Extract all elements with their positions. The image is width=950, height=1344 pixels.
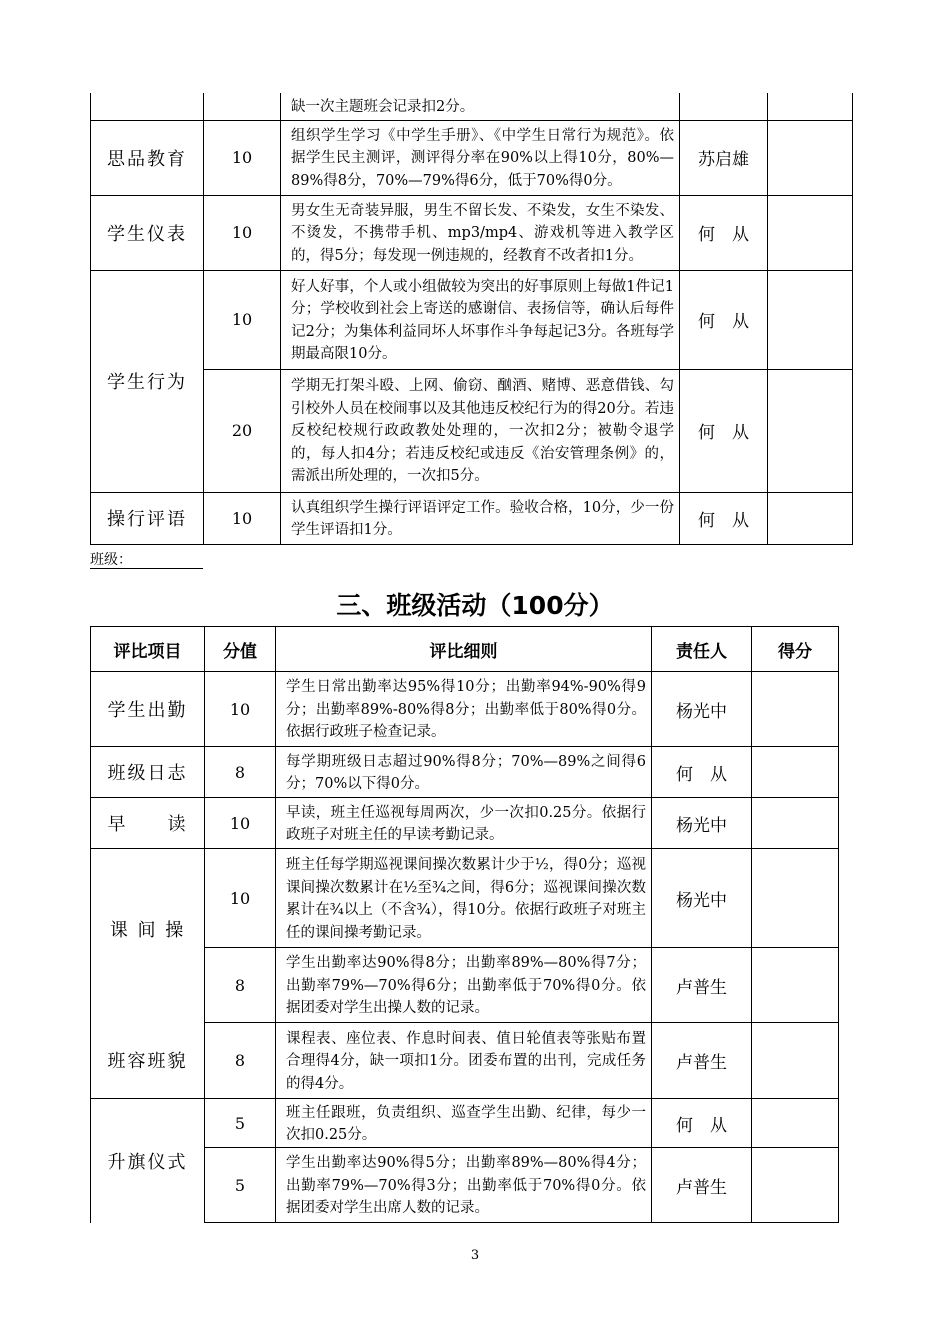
table-row (91, 369, 853, 492)
score-blank (752, 747, 839, 798)
rule-cell: 课程表、座位表、作息时间表、值日轮值表等张贴布置合理得4分，缺一项扣1分。团委布置的出刊，完成任务的得4分。 (276, 1023, 652, 1099)
column-header: 评比项目 (91, 627, 205, 672)
score-value: 10 (205, 849, 276, 948)
rule-cell: 班主任每学期巡视课间操次数累计少于½，得0分；巡视课间操次数累计在½至¾之间，得6分；巡视课间操次数累计在¾以上（不含¾），得10分。依据行政班子对班主任的课间操考勤记录。 (276, 849, 652, 948)
score-blank (752, 1099, 839, 1148)
table-row (91, 120, 853, 195)
score-value: 10 (204, 492, 281, 544)
score-blank (752, 798, 839, 849)
rule-cell: 每学期班级日志超过90%得8分；70%—89%之间得6分；70%以下得0分。 (276, 747, 652, 798)
score-blank (752, 1148, 839, 1223)
score-value: 5 (205, 1148, 276, 1223)
table-row (91, 747, 839, 798)
responsible-person: 何 从 (652, 747, 752, 798)
table-row (91, 195, 853, 270)
rule-cell: 学生出勤率达90%得5分；出勤率89%—80%得4分；出勤率79%—70%得3分；出勤率低于70%得0分。依据团委对学生出席人数的记录。 (276, 1148, 652, 1223)
item-name: 早 读 (91, 798, 205, 849)
column-header: 分值 (205, 627, 276, 672)
section-title: 三、班级活动（100分） (336, 591, 614, 620)
table-row (91, 849, 839, 948)
table-row (91, 798, 839, 849)
rule-cell: 学期无打架斗殴、上网、偷窃、酗酒、赌博、恶意借钱、勾引校外人员在校闹事以及其他违反校纪行为的得20分。若违反校纪校规行政政教处处理的，一次扣2分；被勒令退学的，每人扣4分；若违反校纪或违反《治安管理条例》的，需派出所处理的，一次扣5分。 (281, 369, 680, 492)
score-blank (752, 672, 839, 747)
responsible-person: 何 从 (680, 492, 768, 544)
score-blank (768, 369, 853, 492)
item-name: 操行评语 (91, 492, 204, 544)
rule-cell: 早读，班主任巡视每周两次，少一次扣0.25分。依据行政班子对班主任的早读考勤记录。 (276, 798, 652, 849)
rule-cell: 好人好事，个人或小组做较为突出的好事原则上每做1件记1分；学校收到社会上寄送的感谢信、表扬信等，确认后每件记2分；为集体利益同坏人坏事作斗争每起记3分。各班每学期最高限10分。 (281, 270, 680, 369)
score-value: 10 (204, 195, 281, 270)
item-name: 班级日志 (91, 747, 205, 798)
responsible-person: 卢普生 (652, 1148, 752, 1223)
table-row (91, 93, 853, 120)
class-activity-table (90, 626, 839, 1223)
rule-cell: 组织学生学习《中学生手册》、《中学生日常行为规范》。依据学生民主测评，测评得分率在90%以上得10分，80%—89%得8分，70%—79%得6分，低于70%得0分。 (281, 120, 680, 195)
score-blank (768, 195, 853, 270)
item-name: 学生仪表 (91, 195, 204, 270)
score-value: 20 (204, 369, 281, 492)
column-header: 责任人 (652, 627, 752, 672)
score-blank (768, 270, 853, 369)
score-value: 10 (205, 798, 276, 849)
responsible-person: 何 从 (652, 1099, 752, 1148)
score-blank (752, 948, 839, 1023)
responsible-person: 杨光中 (652, 849, 752, 948)
rule-cell: 男女生无奇装异服，男生不留长发、不染发，女生不染发、不烫发，不携带手机、mp3/mp4、游戏机等进入教学区的，得5分；每发现一例违规的，经教育不改者扣1分。 (281, 195, 680, 270)
responsible-person: 卢普生 (652, 948, 752, 1023)
responsible-person: 何 从 (680, 270, 768, 369)
rule-cell: 缺一次主题班会记录扣2分。 (281, 93, 680, 120)
score-value: 10 (204, 270, 281, 369)
item-name: 升旗仪式 (91, 1099, 205, 1223)
responsible-person: 杨光中 (652, 798, 752, 849)
responsible-person: 卢普生 (652, 1023, 752, 1099)
table-row (91, 1099, 839, 1148)
score-value: 8 (205, 747, 276, 798)
class-label: 班级： (90, 552, 203, 569)
score-blank (768, 120, 853, 195)
score-value: 10 (205, 672, 276, 747)
item-name: 课 间 操 (91, 849, 205, 948)
score-value: 8 (205, 1023, 276, 1099)
score-blank (752, 849, 839, 948)
score-blank (768, 492, 853, 544)
table-row (91, 948, 839, 1023)
table-row (91, 270, 853, 369)
score-value: 10 (204, 120, 281, 195)
item-name: 思品教育 (91, 120, 204, 195)
page-number: 3 (470, 1248, 480, 1263)
rule-cell: 学生日常出勤率达95%得10分；出勤率94%-90%得9分；出勤率89%-80%得8分；出勤率低于80%得0分。依据行政班子检查记录。 (276, 672, 652, 747)
item-name: 班容班貌 (91, 1023, 205, 1099)
item-name: 学生出勤 (91, 672, 205, 747)
rule-cell: 学生出勤率达90%得8分；出勤率89%—80%得7分；出勤率79%—70%得6分；出勤率低于70%得0分。依据团委对学生出操人数的记录。 (276, 948, 652, 1023)
item-name: 学生行为 (91, 270, 204, 492)
column-header: 评比细则 (276, 627, 652, 672)
table-header-row (91, 627, 839, 672)
column-header: 得分 (752, 627, 839, 672)
responsible-person: 杨光中 (652, 672, 752, 747)
rule-cell: 班主任跟班，负责组织、巡查学生出勤、纪律，每少一次扣0.25分。 (276, 1099, 652, 1148)
score-blank (752, 1023, 839, 1099)
responsible-person: 苏启雄 (680, 120, 768, 195)
table-row (91, 672, 839, 747)
discipline-table (90, 93, 853, 545)
responsible-person: 何 从 (680, 195, 768, 270)
score-value: 5 (205, 1099, 276, 1148)
score-value: 8 (205, 948, 276, 1023)
table-row (91, 492, 853, 544)
table-row (91, 1023, 839, 1099)
rule-cell: 认真组织学生操行评语评定工作。验收合格，10分，少一份学生评语扣1分。 (281, 492, 680, 544)
responsible-person: 何 从 (680, 369, 768, 492)
